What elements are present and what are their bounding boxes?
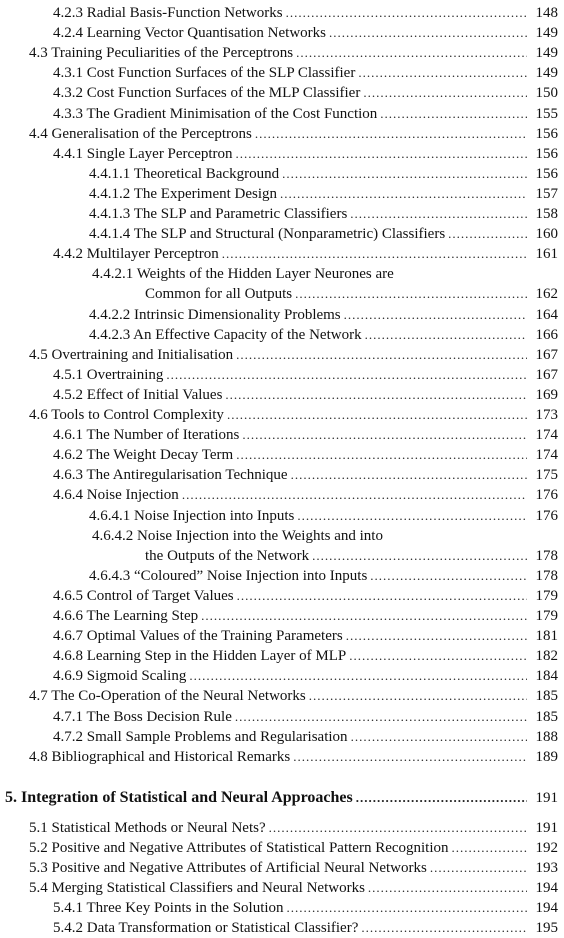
toc-entry-title: 4.2.4 Learning Vector Quantisation Networks (53, 25, 326, 42)
toc-entry-page: 173 (535, 407, 558, 423)
dot-leader (182, 485, 527, 505)
toc-entry-title: 4.6.1 The Number of Iterations (53, 427, 240, 444)
toc-entry (53, 918, 558, 938)
toc-entry-page: 149 (535, 45, 558, 62)
toc-entry (53, 23, 558, 43)
dot-leader (282, 164, 527, 184)
dot-leader (291, 465, 527, 485)
toc-entry (53, 707, 558, 727)
dot-leader (235, 707, 527, 727)
toc-entry-title: 4.6.6 The Learning Step (53, 608, 199, 624)
dot-leader (349, 646, 527, 666)
toc-entry-title: 4.6.5 Control of Target Values (53, 587, 234, 604)
toc-entry-page: 178 (535, 567, 558, 584)
toc-entry (89, 204, 558, 224)
toc-entry-title: 4.6.9 Sigmoid Scaling (53, 668, 187, 685)
dot-leader (346, 626, 527, 646)
dot-leader (227, 405, 527, 425)
dot-leader (166, 365, 527, 385)
toc-entry-title: 4.6.3 The Antiregularisation Technique (53, 467, 288, 484)
toc-entry-title: 4.2.3 Radial Basis-Function Networks (53, 5, 283, 21)
toc-entry-title: 4.4.1.3 The SLP and Parametric Classifiers (89, 206, 348, 222)
toc-entry-page: 178 (535, 547, 558, 564)
dot-leader (351, 727, 527, 747)
toc-entry-page: 149 (535, 65, 558, 82)
toc-entry-title: 4.3.2 Cost Function Surfaces of the MLP Classifier (53, 85, 361, 102)
toc-entry-page: 148 (535, 5, 558, 21)
toc-entry (89, 224, 558, 244)
toc-entry (53, 63, 558, 83)
toc-entry-page: 182 (535, 648, 558, 665)
toc-entry-page: 192 (535, 840, 558, 856)
toc-entry-title: 4.3.3 The Gradient Minimisation of the Cost Function (53, 105, 378, 122)
toc-entry-page: 188 (535, 728, 558, 745)
toc-entry-page: 184 (535, 668, 558, 685)
toc-entry (53, 606, 558, 626)
toc-entry (145, 546, 558, 566)
toc-entry (53, 485, 558, 505)
dot-leader (380, 104, 527, 124)
dot-leader (293, 747, 527, 767)
toc-entry-title: 4.8 Bibliographical and Historical Remarks (29, 748, 291, 765)
toc-entry (53, 425, 558, 445)
toc-entry (29, 818, 558, 838)
toc-entry-page: 157 (535, 185, 558, 202)
dot-leader (236, 144, 527, 164)
toc-entry-page: 191 (535, 819, 558, 836)
toc-entry-title: 4.4.2.2 Intrinsic Dimensionality Problems (89, 306, 341, 323)
toc-entry-page: 176 (535, 507, 558, 524)
toc-entry-title: 4.6.2 The Weight Decay Term (53, 447, 234, 464)
toc-entry-title: 5.3 Positive and Negative Attributes of Artificial Neural Networks (29, 860, 427, 877)
dot-leader (269, 818, 527, 838)
dot-leader (236, 445, 527, 465)
toc-entry-page: 156 (535, 165, 558, 182)
dot-leader (237, 586, 527, 606)
toc-entry-page: 160 (535, 226, 558, 243)
toc-entry-page: 166 (535, 326, 558, 343)
toc-entry-title: 4.5.1 Overtraining (53, 366, 164, 383)
toc-entry-title: 5.1 Statistical Methods or Neural Nets? (29, 819, 266, 836)
toc-entry-page: 179 (535, 587, 558, 604)
toc-entry-page: 191 (535, 789, 558, 806)
toc-entry-title: 5. Integration of Statistical and Neural Approaches (5, 788, 353, 806)
dot-leader (356, 788, 527, 808)
dot-leader (350, 204, 527, 224)
toc-entry-page: 179 (535, 608, 558, 624)
toc-entry (29, 878, 558, 898)
dot-leader (452, 838, 527, 858)
dot-leader (287, 898, 527, 918)
toc-entry-title: 4.6.4.1 Noise Injection into Inputs (89, 507, 295, 524)
dot-leader (370, 566, 527, 586)
toc-entry-title: 4.7.1 The Boss Decision Rule (53, 708, 232, 725)
toc-entry (53, 586, 558, 606)
dot-leader (361, 918, 527, 938)
toc-entry-title: 4.6 Tools to Control Complexity (29, 407, 224, 423)
toc-entry (53, 898, 558, 918)
toc-entry-page: 175 (535, 467, 558, 484)
dot-leader (222, 244, 527, 264)
dot-leader (296, 43, 527, 63)
toc-entry-title: 4.5 Overtraining and Initialisation (29, 346, 234, 363)
toc-entry-title: 4.4.2.3 An Effective Capacity of the Network (89, 326, 362, 343)
toc-entry-title-continuation: the Outputs of the Network (145, 547, 310, 564)
toc-entry-title: 4.4.1.2 The Experiment Design (89, 185, 278, 202)
toc-entry-title: 4.4.1 Single Layer Perceptron (53, 145, 233, 162)
toc-entry-page: 174 (535, 427, 558, 444)
toc-entry-page: 150 (535, 85, 558, 102)
dot-leader (286, 3, 527, 23)
toc-entry-page: 185 (535, 688, 558, 705)
toc-entry (53, 144, 558, 164)
toc-entry-title: 4.4.1.4 The SLP and Structural (Nonparametric) Classifiers (89, 226, 446, 243)
toc-entry-title: 4.6.4.2 Noise Injection into the Weights and into (92, 527, 383, 544)
dot-leader (430, 858, 527, 878)
toc-entry-title: 4.7 The Co-Operation of the Neural Networks (29, 688, 306, 705)
toc-entry-title: 4.5.2 Effect of Initial Values (53, 386, 223, 403)
toc-entry (29, 858, 558, 878)
toc-entry-page: 194 (535, 880, 558, 897)
toc-entry (145, 284, 558, 304)
toc-entry-title: 4.6.4 Noise Injection (53, 487, 179, 504)
toc-entry-title: 5.2 Positive and Negative Attributes of Statistical Pattern Recognition (29, 840, 449, 856)
toc-entry (89, 184, 558, 204)
toc-entry-page: 176 (535, 487, 558, 504)
toc-entry (53, 365, 558, 385)
toc-entry-page: 174 (535, 447, 558, 464)
toc-entry (53, 244, 558, 264)
toc-entry-title: 4.4.2.1 Weights of the Hidden Layer Neurones are (92, 266, 394, 283)
toc-entry-page: 195 (535, 920, 558, 937)
toc-entry (53, 727, 558, 747)
dot-leader (329, 23, 527, 43)
toc-entry-title: 5.4 Merging Statistical Classifiers and Neural Networks (29, 880, 365, 897)
toc-entry-page: 162 (535, 286, 558, 303)
toc-entry-page: 189 (535, 748, 558, 765)
toc-entry (53, 445, 558, 465)
toc-entry-title: 4.7.2 Small Sample Problems and Regularisation (53, 728, 348, 745)
dot-leader (448, 224, 527, 244)
dot-leader (297, 506, 527, 526)
toc-entry (29, 747, 558, 767)
dot-leader (358, 63, 527, 83)
toc-entry (89, 566, 558, 586)
toc-entry-page: 158 (535, 206, 558, 222)
toc-entry (89, 164, 558, 184)
toc-entry (53, 626, 558, 646)
toc-entry (53, 83, 558, 103)
dot-leader (201, 606, 527, 626)
toc-entry-page: 161 (535, 246, 558, 263)
dot-leader (344, 305, 527, 325)
toc-entry (53, 465, 558, 485)
toc-entry (53, 385, 558, 405)
toc-entry-page: 169 (535, 386, 558, 403)
toc-entry-title: 4.4 Generalisation of the Perceptrons (29, 125, 252, 142)
toc-entry-page: 156 (535, 145, 558, 162)
toc-entry (29, 43, 558, 63)
toc-entry-page: 156 (535, 125, 558, 142)
toc-entry-title: 4.6.8 Learning Step in the Hidden Layer of MLP (53, 648, 347, 665)
toc-entry (89, 506, 558, 526)
toc-entry-page: 181 (535, 628, 558, 645)
chapter-heading (5, 788, 558, 808)
toc-entry-page: 149 (535, 25, 558, 42)
dot-leader (189, 666, 527, 686)
toc-entry (29, 405, 558, 425)
toc-entry (29, 124, 558, 144)
toc-entry (53, 3, 558, 23)
toc-entry-page: 164 (535, 306, 558, 323)
dot-leader (236, 345, 527, 365)
toc-entry-title: 4.4.2 Multilayer Perceptron (53, 246, 219, 263)
toc-entry-title: 4.6.7 Optimal Values of the Training Parameters (53, 628, 343, 645)
toc-entry-title: 5.4.2 Data Transformation or Statistical Classifier? (53, 920, 359, 937)
dot-leader (280, 184, 527, 204)
dot-leader (225, 385, 527, 405)
dot-leader (242, 425, 527, 445)
dot-leader (309, 686, 527, 706)
toc-entry (89, 305, 558, 325)
toc-entry-page: 167 (535, 366, 558, 383)
dot-leader (365, 325, 527, 345)
toc-entry-title: 4.6.4.3 “Coloured” Noise Injection into Inputs (89, 567, 368, 584)
toc-entry (29, 686, 558, 706)
toc-entry-title: 5.4.1 Three Key Points in the Solution (53, 900, 284, 917)
toc-entry-page: 185 (535, 708, 558, 725)
toc-entry (53, 646, 558, 666)
dot-leader (312, 546, 527, 566)
toc-entry-title: 4.4.1.1 Theoretical Background (89, 165, 280, 182)
toc-entry (89, 325, 558, 345)
dot-leader (368, 878, 527, 898)
dot-leader (295, 284, 527, 304)
dot-leader (363, 83, 527, 103)
toc-entry-title-continuation: Common for all Outputs (145, 286, 293, 303)
toc-entry-title: 4.3.1 Cost Function Surfaces of the SLP Classifier (53, 65, 356, 82)
toc-entry (29, 838, 558, 858)
toc-entry (53, 666, 558, 686)
toc-entry (29, 345, 558, 365)
toc-entry-page: 155 (535, 105, 558, 122)
toc-entry-page: 194 (535, 900, 558, 917)
toc-entry-title: 4.3 Training Peculiarities of the Perceptrons (29, 45, 294, 62)
toc-entry-page: 167 (535, 346, 558, 363)
dot-leader (255, 124, 527, 144)
toc-entry (53, 104, 558, 124)
toc-entry-page: 193 (535, 860, 558, 877)
